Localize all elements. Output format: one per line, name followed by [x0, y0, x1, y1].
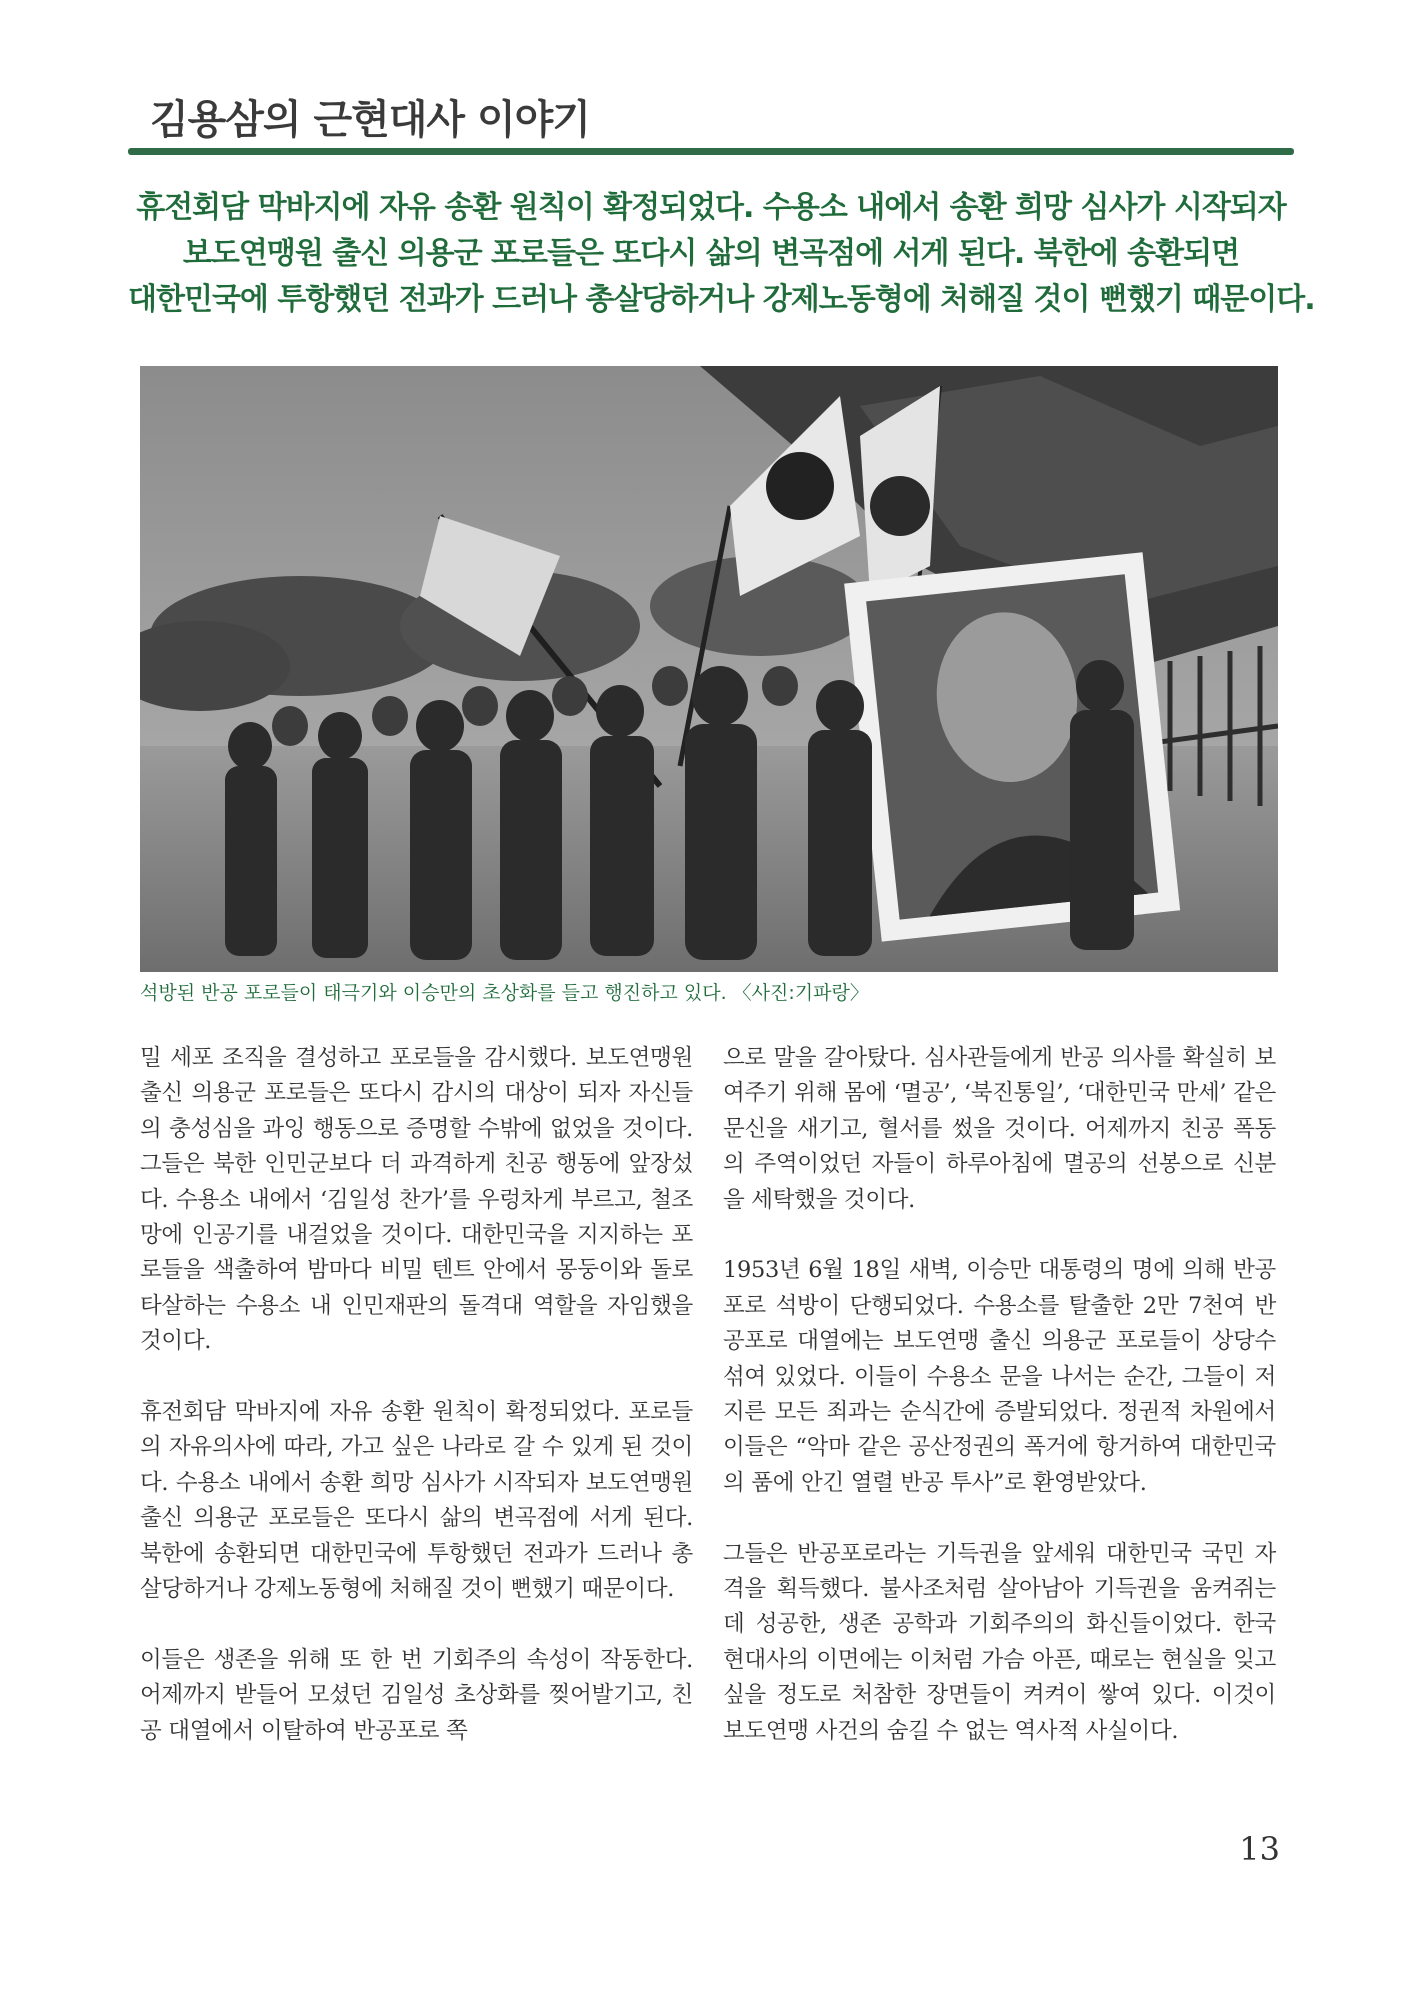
body-paragraph: 으로 말을 갈아탔다. 심사관들에게 반공 의사를 확실히 보여주기 위해 몸에 ‘멸공’, ‘북진통일’, ‘대한민국 만세’ 같은 문신을 새기고, 혈서를 썼을 것이다. 어제까지 친공 폭동의 주역이었던 자들이 하루아침에 멸공의 선봉으로 신분을 세탁했을 것이다.	[723, 1045, 1276, 1213]
body-column-left	[140, 1041, 693, 1784]
body-paragraph: 밀 세포 조직을 결성하고 포로들을 감시했다. 보도연맹원 출신 의용군 포로들은 또다시 감시의 대상이 되자 자신들의 충성심을 과잉 행동으로 증명할 수밖에 없었을 것이다. 그들은 북한 인민군보다 더 과격하게 친공 행동에 앞장섰다. 수용소 내에서 ‘김일성 찬가’를 우렁차게 부르고, 철조망에 인공기를 내걸었을 것이다. 대한민국을 지지하는 포로들을 색출하여 밤마다 비밀 텐트 안에서 몽둥이와 돌로 타살하는 수용소 내 인민재판의 돌격대 역할을 자임했을 것이다.	[140, 1045, 693, 1355]
body-paragraph: 이들은 생존을 위해 또 한 번 기회주의 속성이 작동한다. 어제까지 받들어 모셨던 김일성 초상화를 찢어발기고, 친공 대열에서 이탈하여 반공포로 쪽	[140, 1646, 693, 1744]
header-divider	[128, 148, 1294, 155]
lead-line: 휴전회담 막바지에 자유 송환 원칙이 확정되었다. 수용소 내에서 송환 희망 심사가 시작되자	[136, 190, 1286, 225]
body-paragraph: 1953년 6월 18일 새벽, 이승만 대통령의 명에 의해 반공포로 석방이 단행되었다. 수용소를 탈출한 2만 7천여 반공포로 대열에는 보도연맹 출신 의용군 포로들이 상당수 섞여 있었다. 이들이 수용소 문을 나서는 순간, 그들이 저지른 모든 죄과는 순식간에 증발되었다. 정권적 차원에서 이들은 “악마 같은 공산정권의 폭거에 항거하여 대한민국의 품에 안긴 열렬 반공 투사”로 환영받았다.	[723, 1257, 1276, 1496]
page-number: 13	[1239, 1830, 1280, 1868]
lead-paragraph	[128, 185, 1315, 323]
photo-illustration	[140, 366, 1278, 972]
historical-photo	[140, 366, 1278, 972]
page-header-title: 김용삼의 근현대사 이야기	[150, 97, 590, 143]
lead-line: 대한민국에 투항했던 전과가 드러나 총살당하거나 강제노동형에 처해질 것이 뻔했기 때문이다.	[128, 282, 1315, 317]
body-paragraph: 그들은 반공포로라는 기득권을 앞세워 대한민국 국민 자격을 획득했다. 불사조처럼 살아남아 기득권을 움켜쥐는 데 성공한, 생존 공학과 기회주의의 화신들이었다. 한국 현대사의 이면에는 이처럼 가슴 아픈, 때로는 현실을 잊고 싶을 정도로 처참한 장면들이 켜켜이 쌓여 있다. 이것이 보도연맹 사건의 숨길 수 없는 역사적 사실이다.	[723, 1540, 1276, 1744]
body-paragraph: 휴전회담 막바지에 자유 송환 원칙이 확정되었다. 포로들의 자유의사에 따라, 가고 싶은 나라로 갈 수 있게 된 것이다. 수용소 내에서 송환 희망 심사가 시작되자 보도연맹원 출신 의용군 포로들은 또다시 삶의 변곡점에 서게 된다. 북한에 송환되면 대한민국에 투항했던 전과가 드러나 총살당하거나 강제노동형에 처해질 것이 뻔했기 때문이다.	[140, 1399, 693, 1603]
lead-line: 보도연맹원 출신 의용군 포로들은 또다시 삶의 변곡점에 서게 된다. 북한에 송환되면	[182, 236, 1240, 271]
body-column-right	[723, 1041, 1276, 1784]
photo-caption: 석방된 반공 포로들이 태극기와 이승만의 초상화를 들고 행진하고 있다. 〈사진:기파랑〉	[140, 982, 869, 1004]
